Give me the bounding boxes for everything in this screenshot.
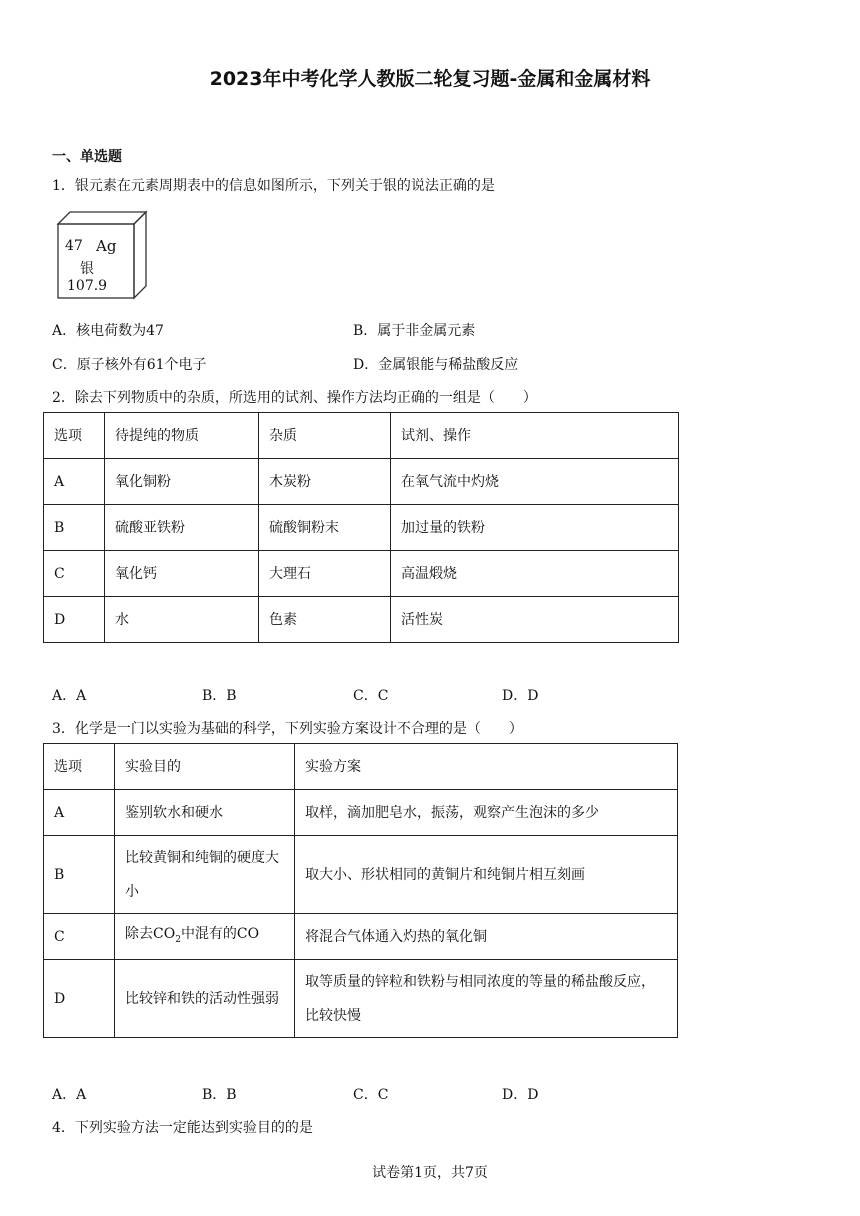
table-cell: D — [44, 597, 105, 643]
element-symbol: Ag — [96, 237, 117, 255]
question-3-option-a: A．A — [52, 1087, 87, 1103]
question-3-stem: 3．化学是一门以实验为基础的科学，下列实验方案设计不合理的是（ ） — [52, 721, 523, 737]
table-cell — [115, 914, 295, 960]
table-cell: 氧化钙 — [105, 551, 259, 597]
question-3-option-d: D．D — [502, 1087, 539, 1103]
table-row — [44, 960, 678, 1038]
goal-text-pre: 除去CO — [125, 925, 176, 942]
table-cell: 色素 — [259, 597, 391, 643]
table-header-row — [44, 413, 679, 459]
table-cell: 取样，滴加肥皂水，振荡，观察产生泡沫的多少 — [295, 790, 678, 836]
table-header-cell: 实验方案 — [295, 744, 678, 790]
question-2-option-a: A．A — [52, 688, 87, 704]
question-1-option-d: D．金属银能与稀盐酸反应 — [353, 357, 519, 373]
subscript: 2 — [175, 934, 181, 945]
table-header-row — [44, 744, 678, 790]
question-3-table — [43, 743, 678, 1038]
question-2-option-b: B．B — [202, 688, 237, 704]
table-cell: 水 — [105, 597, 259, 643]
table-cell: 比较黄铜和纯铜的硬度大小 — [115, 836, 295, 914]
table-cell: 木炭粉 — [259, 459, 391, 505]
question-3-option-c: C．C — [353, 1087, 389, 1103]
question-2-table — [43, 412, 679, 643]
goal-text-post: 中混有的CO — [180, 925, 260, 942]
table-header-cell: 选项 — [44, 413, 105, 459]
table-row — [44, 597, 679, 643]
question-2-option-d: D．D — [502, 688, 539, 704]
question-3-option-b: B．B — [202, 1087, 237, 1103]
table-header-cell: 杂质 — [259, 413, 391, 459]
table-cell: 大理石 — [259, 551, 391, 597]
question-1-option-c: C．原子核外有61个电子 — [52, 357, 207, 373]
table-header-cell: 实验目的 — [115, 744, 295, 790]
element-atomic-number: 47 — [65, 238, 83, 254]
question-1-stem: 1．银元素在元素周期表中的信息如图所示，下列关于银的说法正确的是 — [52, 178, 495, 194]
table-cell: D — [44, 960, 115, 1038]
table-cell: C — [44, 914, 115, 960]
table-cell: A — [44, 459, 105, 505]
element-card-silver — [56, 210, 146, 298]
table-row — [44, 836, 678, 914]
table-cell: B — [44, 836, 115, 914]
table-cell: 鉴别软水和硬水 — [115, 790, 295, 836]
page-title: 2023年中考化学人教版二轮复习题-金属和金属材料 — [209, 68, 651, 90]
table-row — [44, 914, 678, 960]
section-heading: 一、单选题 — [52, 149, 122, 165]
table-cell: 高温煅烧 — [391, 551, 679, 597]
table-cell: 氧化铜粉 — [105, 459, 259, 505]
question-2-stem: 2．除去下列物质中的杂质，所选用的试剂、操作方法均正确的一组是（ ） — [52, 390, 537, 406]
table-cell: 将混合气体通入灼热的氧化铜 — [295, 914, 678, 960]
table-cell: 硫酸铜粉末 — [259, 505, 391, 551]
element-name: 银 — [80, 261, 94, 277]
table-cell: 取大小、形状相同的黄铜片和纯铜片相互刻画 — [295, 836, 678, 914]
table-row — [44, 459, 679, 505]
table-row — [44, 790, 678, 836]
table-cell: C — [44, 551, 105, 597]
table-cell: 比较锌和铁的活动性强弱 — [115, 960, 295, 1038]
question-4-stem: 4．下列实验方法一定能达到实验目的的是 — [52, 1120, 313, 1136]
question-1-option-a: A．核电荷数为47 — [52, 323, 164, 339]
table-header-cell: 试剂、操作 — [391, 413, 679, 459]
table-cell: 加过量的铁粉 — [391, 505, 679, 551]
table-header-cell: 待提纯的物质 — [105, 413, 259, 459]
table-header-cell: 选项 — [44, 744, 115, 790]
table-cell: B — [44, 505, 105, 551]
page-footer: 试卷第1页，共7页 — [372, 1165, 488, 1181]
table-cell: 取等质量的锌粒和铁粉与相同浓度的等量的稀盐酸反应，比较快慢 — [295, 960, 678, 1038]
element-atomic-mass: 107.9 — [67, 278, 108, 294]
table-row — [44, 551, 679, 597]
table-cell: A — [44, 790, 115, 836]
table-cell: 活性炭 — [391, 597, 679, 643]
table-cell: 硫酸亚铁粉 — [105, 505, 259, 551]
table-row — [44, 505, 679, 551]
question-2-option-c: C．C — [353, 688, 389, 704]
question-1-option-b: B．属于非金属元素 — [353, 323, 476, 339]
table-cell: 在氧气流中灼烧 — [391, 459, 679, 505]
